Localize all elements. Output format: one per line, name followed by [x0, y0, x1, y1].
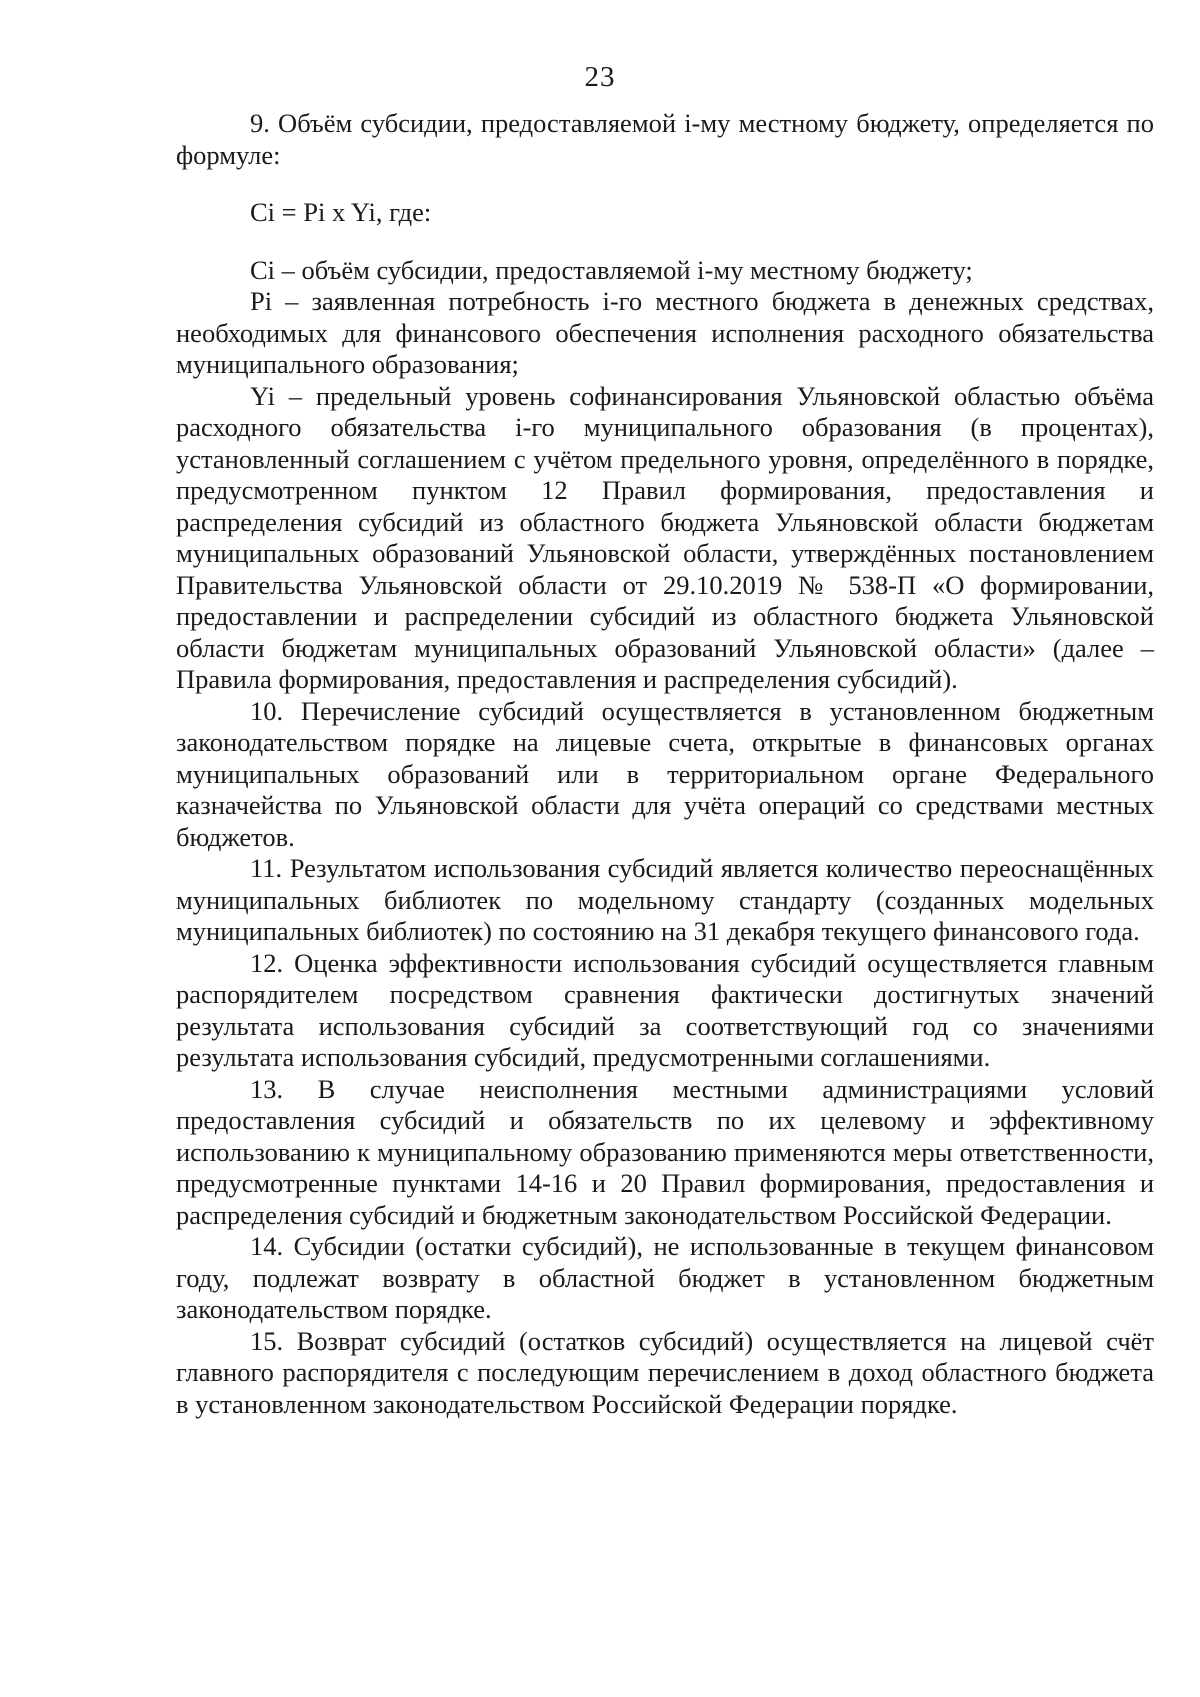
- paragraph-13: 13. В случае неисполнения местными администрациями условий предоставления субсидий и обязательств по их целевому и эффективному использованию к муниципальному образованию применяются меры ответственности, предусмотренные пунктами 14-16 и 20 Правил формирования, предоставления и распределения субсидий и бюджетным законодательством Российской Федерации.: [176, 1073, 1154, 1230]
- definition-pi: Pi – заявленная потребность i-го местного бюджета в денежных средствах, необходимых для финансового обеспечения исполнения расходного обязательства муниципального образования;: [176, 286, 1154, 379]
- document-body: [176, 108, 1154, 1420]
- definition-yi: Yi – предельный уровень софинансирования Ульяновской областью объёма расходного обязательства i-го муниципального образования (в процентах), установленный соглашением с учётом предельного уровня, определённого в порядке, предусмотренном пунктом 12 Правил формирования, предоставления и распределения субсидий из областного бюджета Ульяновской области бюджетам муниципальных образований Ульяновской области, утверждённых постановлением Правительства Ульяновской области от 29.10.2019 № 538-П «О формировании, предоставлении и распределении субсидий из областного бюджета Ульяновской области бюджетам муниципальных образований Ульяновской области» (далее – Правила формирования, предоставления и распределения субсидий).: [176, 380, 1154, 694]
- paragraph-12: 12. Оценка эффективности использования субсидий осуществляется главным распорядителем посредством сравнения фактически достигнутых значений результата использования субсидий за соответствующий год со значениями результата использования субсидий, предусмотренными соглашениями.: [176, 947, 1154, 1072]
- definition-ci: Ci – объём субсидии, предоставляемой i-му местному бюджету;: [250, 254, 973, 285]
- formula: Ci = Pi x Yi, где:: [250, 197, 432, 227]
- paragraph-15: 15. Возврат субсидий (остатков субсидий) осуществляется на лицевой счёт главного распорядителя с последующим перечислением в доход областного бюджета в установленном законодательством Российской Федерации порядке.: [176, 1325, 1154, 1419]
- page-number: 23: [584, 61, 616, 93]
- paragraph-10: 10. Перечисление субсидий осуществляется в установленном бюджетным законодательством порядке на лицевые счета, открытые в финансовых органах муниципальных образований или в территориальном органе Федерального казначейства по Ульяновской области для учёта операций со средствами местных бюджетов.: [176, 695, 1154, 852]
- paragraph-9-intro: 9. Объём субсидии, предоставляемой i-му местному бюджету, определяется по формуле:: [176, 108, 1154, 170]
- paragraph-11: 11. Результатом использования субсидий является количество переоснащённых муниципальных библиотек по модельному стандарту (созданных модельных муниципальных библиотек) по состоянию на 31 декабря текущего финансового года.: [176, 853, 1154, 946]
- paragraph-14: 14. Субсидии (остатки субсидий), не использованные в текущем финансовом году, подлежат возврату в областной бюджет в установленном бюджетным законодательством порядке.: [176, 1231, 1154, 1324]
